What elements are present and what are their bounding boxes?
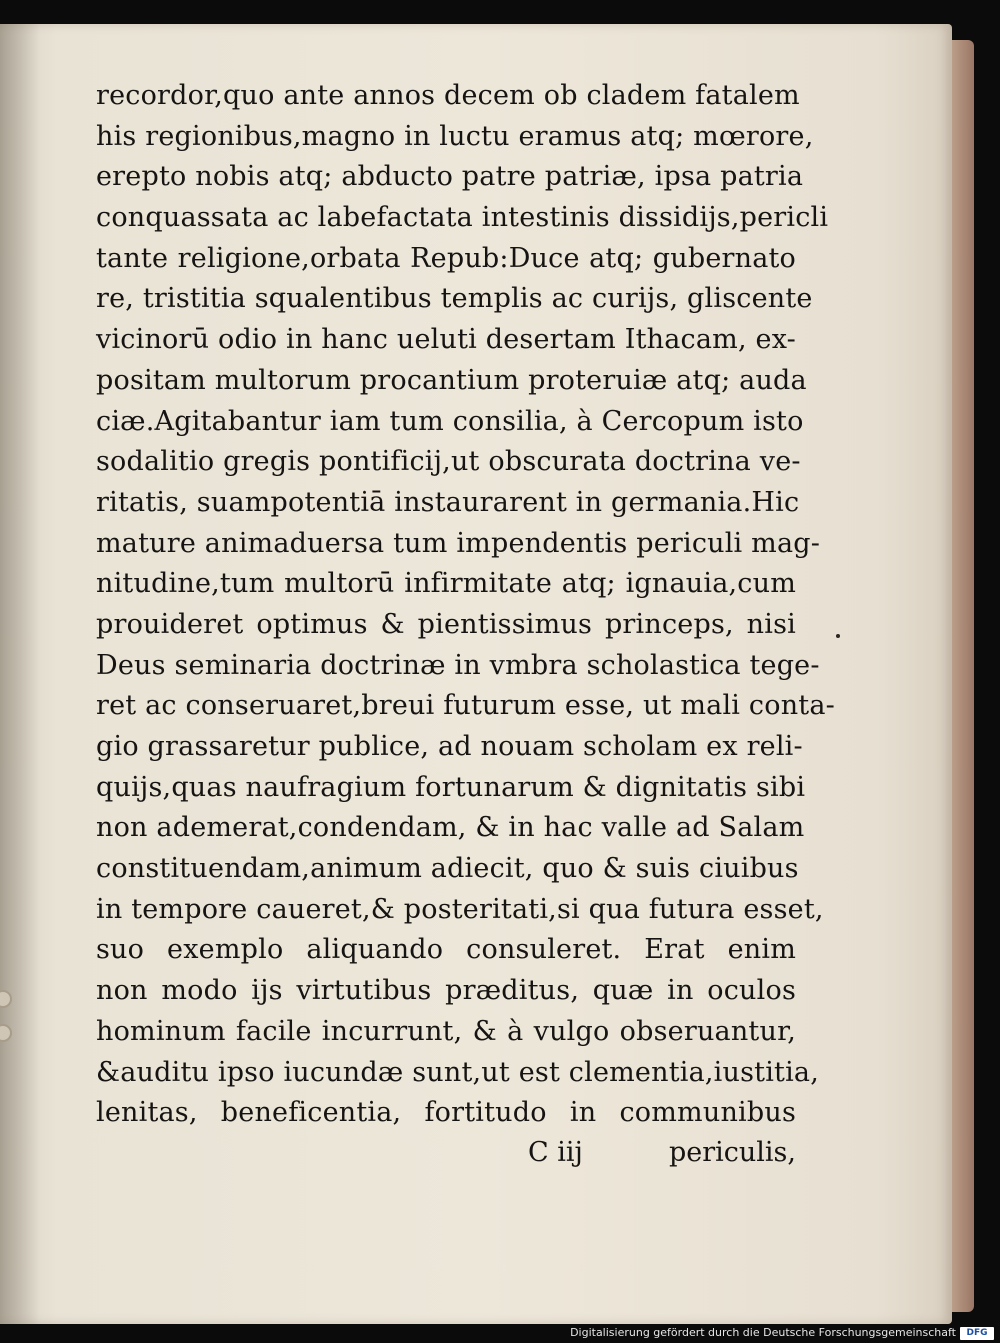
text-line: his regionibus,magno in luctu eramus atq; mœrore, [96, 120, 814, 152]
binding-shadow [0, 24, 40, 1324]
text-line: Deus seminaria doctrinæ in vmbra scholastica tege- [96, 649, 820, 681]
text-line: sodalitio gregis pontificij,ut obscurata doctrina ve- [96, 446, 801, 478]
text-line: erepto nobis atq; abducto patre patriæ, ipsa patria [96, 161, 804, 193]
text-line: conquassata ac labefactata intestinis dissidijs,pericli [96, 202, 829, 234]
text-line: recordor,quo ante annos decem ob cladem fatalem [96, 80, 800, 111]
text-line: positam multorum procantium proteruiæ atq; auda [96, 364, 807, 396]
text-line: constituendam,animum adiecit, quo & suis ciuibus [96, 853, 799, 885]
text-line: quijs,quas naufragium fortunarum & dignitatis sibi [96, 771, 806, 803]
footer-bar [0, 1324, 1000, 1343]
body-text [96, 76, 835, 1134]
text-line: hominum facile incurrunt, & à vulgo obseruantur, [96, 1015, 796, 1047]
text-line: re, tristitia squalentibus templis ac curijs, gliscente [96, 283, 813, 315]
signature-mark: C iij [528, 1137, 583, 1168]
text-line: lenitas, beneficentia, fortitudo in communibus [96, 1097, 796, 1129]
ink-speck [836, 634, 840, 638]
text-line: ret ac conseruaret,breui futurum esse, ut mali conta- [96, 690, 835, 722]
text-line: &auditu ipso iucundæ sunt,ut est clementia,iustitia, [96, 1056, 819, 1088]
text-line: ritatis, suampotentiā instaurarent in germania.Hic [96, 486, 800, 518]
text-line: suo exemplo aliquando consuleret. Erat enim [96, 934, 796, 966]
catchword: periculis, [668, 1137, 796, 1168]
text-line: mature animaduersa tum impendentis periculi mag- [96, 527, 821, 559]
text-line: vicinorū odio in hanc ueluti desertam Ithacam, ex- [96, 324, 796, 356]
text-line: nitudine,tum multorū infirmitate atq; ignauia,cum [96, 568, 796, 600]
funding-credit: Digitalisierung gefördert durch die Deutsche Forschungsgemeinschaft [570, 1326, 956, 1339]
text-line: prouideret optimus & pientissimus princeps, nisi [96, 608, 796, 640]
text-line: in tempore caueret,& posteritati,si qua futura esset, [96, 893, 824, 925]
text-line: tante religione,orbata Repub:Duce atq; gubernato [96, 242, 796, 274]
text-line: non modo ijs virtutibus præditus, quæ in oculos [96, 975, 796, 1007]
text-line: gio grassaretur publice, ad nouam scholam ex reli- [96, 731, 803, 762]
text-line: ciæ.Agitabantur iam tum consilia, à Cercopum isto [96, 405, 804, 437]
dfg-logo: DFG [960, 1327, 994, 1340]
text-line: non ademerat,condendam, & in hac valle ad Salam [96, 812, 805, 844]
signature-line [96, 1137, 796, 1177]
